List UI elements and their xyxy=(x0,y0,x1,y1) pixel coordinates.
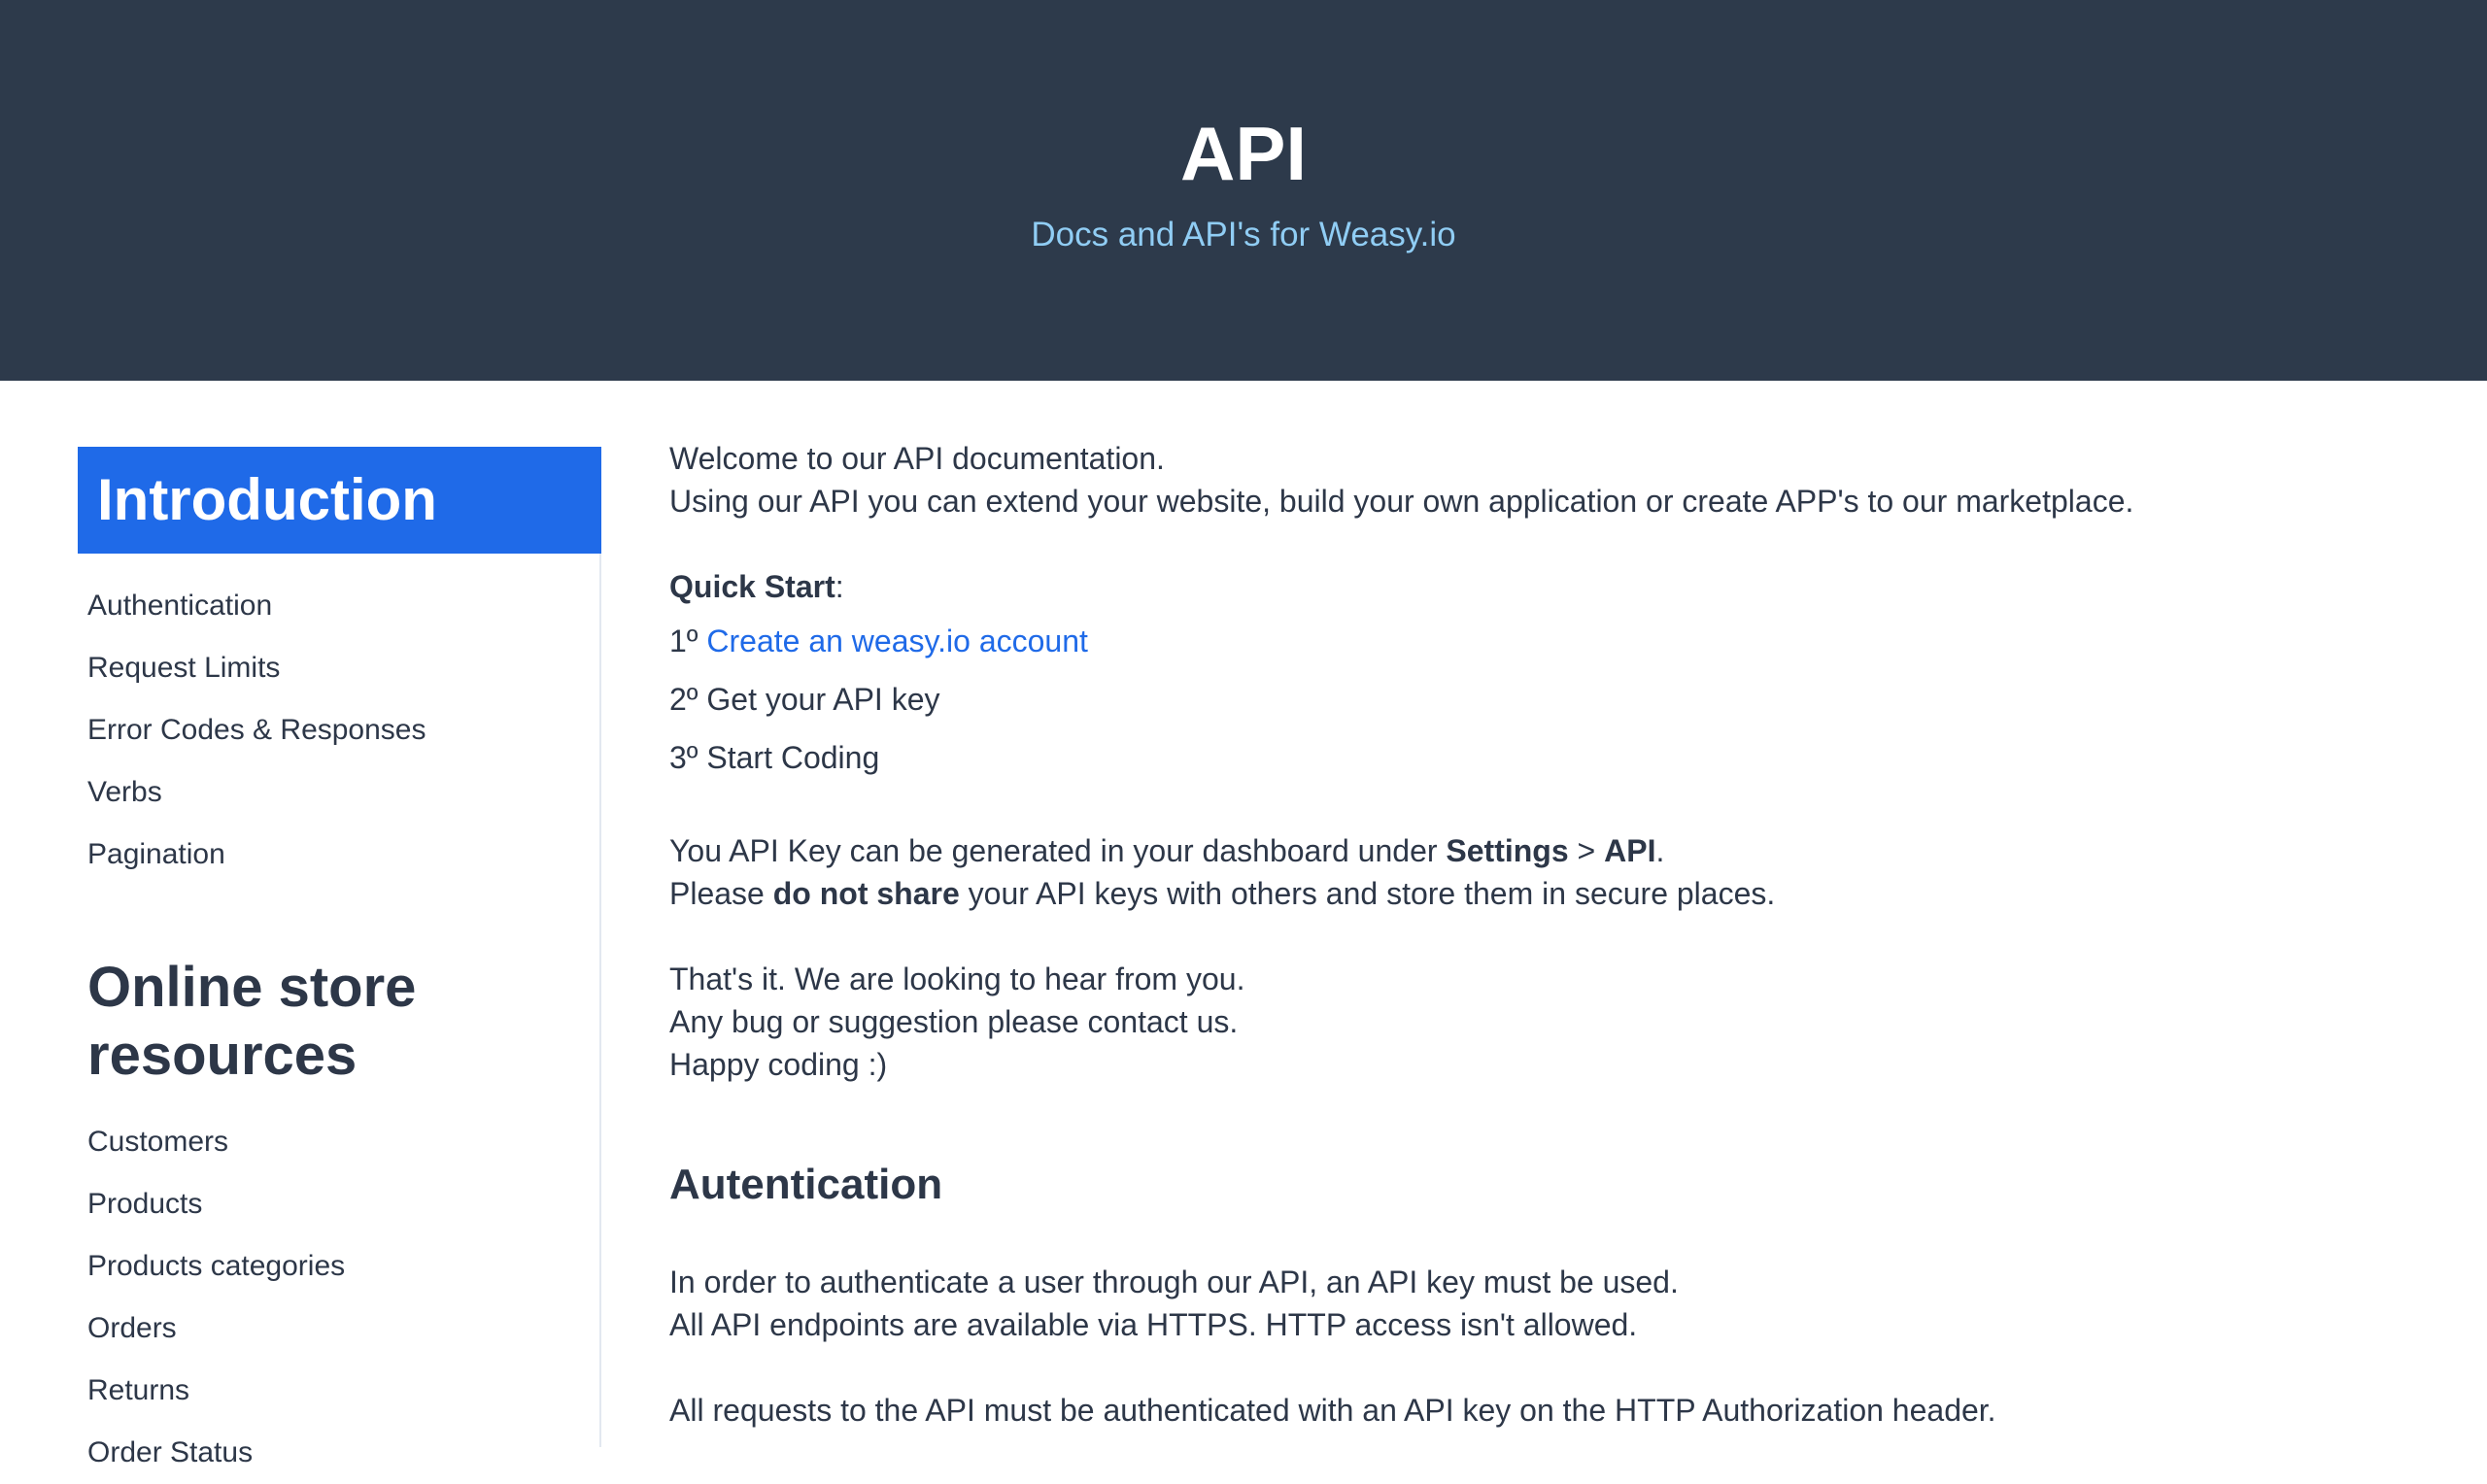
api-key-location xyxy=(669,829,2418,872)
store-nav-list xyxy=(78,1111,599,1484)
breadcrumb-separator: > xyxy=(1568,833,1605,868)
step-1 xyxy=(669,612,2418,670)
closing-line-3: Happy coding :) xyxy=(669,1047,888,1082)
do-not-share: do not share xyxy=(772,876,960,911)
share-suffix: your API keys with others and store them in secure places. xyxy=(959,876,1776,911)
page-header xyxy=(0,0,2487,381)
create-account-link[interactable]: Create an weasy.io account xyxy=(706,624,1088,658)
api-key-period: . xyxy=(1655,833,1665,868)
page-title: API xyxy=(1179,111,1308,196)
sidebar-item-products-categories[interactable]: Products categories xyxy=(87,1250,346,1282)
api-key-warning xyxy=(669,872,2418,915)
sidebar-section-title: Online store resources xyxy=(87,956,417,1087)
closing-line-2: Any bug or suggestion please contact us. xyxy=(669,1004,1239,1039)
sidebar-item-customers[interactable]: Customers xyxy=(87,1126,229,1158)
quick-start-heading xyxy=(669,565,2418,608)
sidebar-item-returns[interactable]: Returns xyxy=(87,1374,190,1406)
main-content xyxy=(669,437,2418,1432)
sidebar-item-introduction[interactable]: Introduction xyxy=(78,447,601,554)
authentication-heading: Autentication xyxy=(669,1161,943,1208)
sidebar-item-verbs[interactable]: Verbs xyxy=(87,776,162,808)
step-3: 3º Start Coding xyxy=(669,740,880,775)
sidebar-item-orders[interactable]: Orders xyxy=(87,1312,177,1344)
sidebar-item-products[interactable]: Products xyxy=(87,1188,203,1220)
api-label: API xyxy=(1604,833,1656,868)
quick-start-label: Quick Start xyxy=(669,569,835,604)
page-subtitle: Docs and API's for Weasy.io xyxy=(1031,216,1456,253)
sidebar xyxy=(78,447,601,1468)
intro-nav-list xyxy=(78,575,599,886)
quick-start-colon: : xyxy=(835,569,844,604)
sidebar-item-request-limits[interactable]: Request Limits xyxy=(87,652,281,684)
share-prefix: Please xyxy=(669,876,773,911)
welcome-description: Using our API you can extend your website, build your own application or create APP's to our marketplace. xyxy=(669,484,2134,519)
sidebar-item-authentication[interactable]: Authentication xyxy=(87,590,273,622)
step-1-prefix: 1º xyxy=(669,624,707,658)
welcome-line: Welcome to our API documentation. xyxy=(669,441,1165,476)
auth-line-1: In order to authenticate a user through our API, an API key must be used. xyxy=(669,1265,1679,1299)
step-2: 2º Get your API key xyxy=(669,682,940,717)
closing-line-1: That's it. We are looking to hear from you. xyxy=(669,961,1245,996)
settings-label: Settings xyxy=(1446,833,1569,868)
auth-line-2: All API endpoints are available via HTTPS. HTTP access isn't allowed. xyxy=(669,1307,1638,1342)
sidebar-item-pagination[interactable]: Pagination xyxy=(87,838,225,870)
api-key-text: You API Key can be generated in your dashboard under xyxy=(669,833,1447,868)
auth-line-3: All requests to the API must be authenticated with an API key on the HTTP Authorization header. xyxy=(669,1393,1996,1428)
sidebar-item-error-codes[interactable]: Error Codes & Responses xyxy=(87,714,426,746)
sidebar-item-order-status[interactable]: Order Status xyxy=(87,1436,254,1468)
